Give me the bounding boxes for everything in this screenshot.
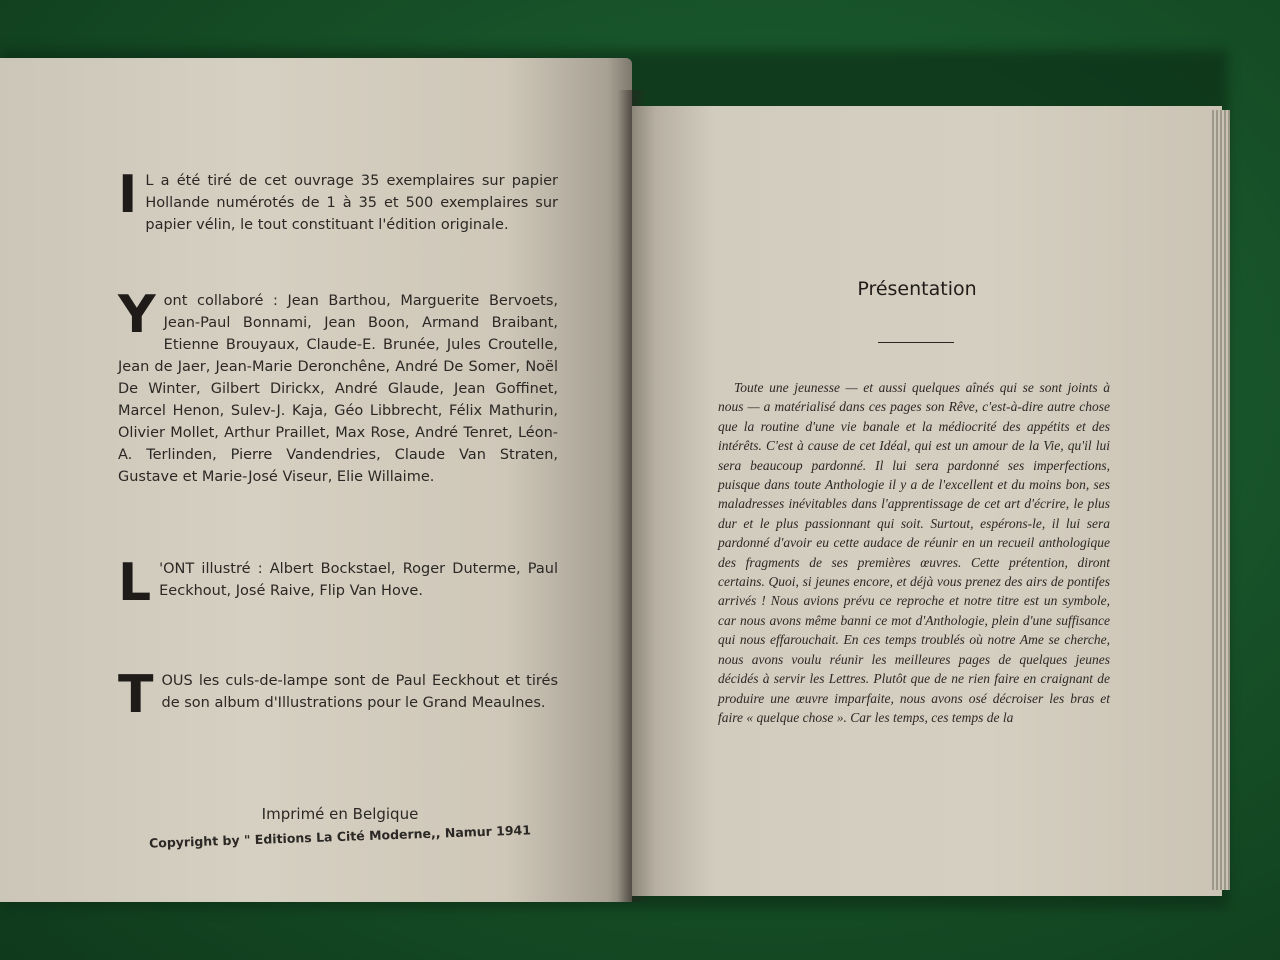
illustrators-text: 'ONT illustré : Albert Bockstael, Roger Duterme, Paul Eeckhout, José Raive, Flip Van Hove. — [159, 561, 558, 599]
collaborators-text: ont collaboré : Jean Barthou, Marguerite Bervoets, Jean-Paul Bonnami, Jean Boon, Armand Braibant, Etienne Brouyaux, Claude-E. Brunée, Jules Croutelle, Jean de Jaer, Jean-Marie Deronchêne, André De Somer, Noël De Winter, Gilbert Dirickx, André Glaude, Jean Goffinet, Marcel Henon, Sulev-J. Kaja, Géo Libbrecht, Félix Mathurin, Olivier Mollet, Arthur Praillet, Max Rose, André Tenret, Léon-A. Terlinden, Pierre Vandendries, Claude Van Straten, Gustave et Marie-José Viseur, Elie Willaime. — [118, 293, 558, 485]
illustrators-paragraph — [118, 553, 558, 613]
right-page — [632, 106, 1222, 896]
tirage-text: L a été tiré de cet ouvrage 35 exemplaires sur papier Hollande numérotés de 1 à 35 et 500 exemplaires sur papier vélin, le tout constituant l'édition originale. — [145, 173, 558, 233]
page-edges — [1212, 110, 1230, 890]
left-page — [0, 58, 632, 902]
imprint-country: Imprimé en Belgique — [261, 805, 419, 823]
imprint — [140, 804, 540, 851]
drop-cap: Y — [118, 285, 156, 345]
imprint-copyright: Copyright by " Editions La Cité Moderne,, Namur 1941 — [148, 822, 532, 851]
tirage-paragraph — [118, 165, 558, 236]
drop-cap: T — [118, 665, 154, 725]
drop-cap: L — [118, 553, 152, 613]
page-title: Présentation — [857, 278, 977, 300]
drop-cap: I — [118, 165, 138, 225]
collaborators-paragraph — [118, 285, 558, 488]
culs-de-lampe-paragraph — [118, 665, 558, 725]
culs-de-lampe-text: OUS les culs-de-lampe sont de Paul Eeckhout et tirés de son album d'Illustrations pour le Grand Meaulnes. — [161, 673, 558, 711]
title-divider — [878, 342, 954, 343]
presentation-text: Toute une jeunesse — et aussi quelques aînés qui se sont joints à nous — a matérialisé dans ces pages son Rêve, c'est-à-dire autre chose que la routine d'une vie banale et la médiocrité des appétits et des intérêts. C'est à cause de cet Idéal, qui est un amour de la Vie, qu'il lui sera beaucoup pardonné. Il lui sera pardonné ses imperfections, puisque dans toute Anthologie il y a de l'excellent et du moins bon, ses maladresses inévitables dans l'apprentissage de cet art d'écrire, le plus dur et le plus passionnant qui soit. Surtout, espérons-le, il lui sera pardonné d'avoir eu cette audace de réunir en un recueil anthologique des fragments de ses premières œuvres. Cette prétention, diront certains. Quoi, si jeunes encore, et déjà vous prenez des airs de pontifes arrivés ! Nous avions prévu ce reproche et notre titre est un symbole, car nous avons même banni ce mot d'Anthologie, plein d'une suffisance qui nous effarouchait. En ces temps troublés où notre Ame se cherche, nous avons voulu réunir les meilleures pages de quelques jeunes décidés à servir les Lettres. Plutôt que de ne rien faire en craignant de produire une œuvre imparfaite, nous avons osé décroiser les bras et faire « quelque chose ». Car les temps, ces temps de la — [718, 380, 1110, 725]
